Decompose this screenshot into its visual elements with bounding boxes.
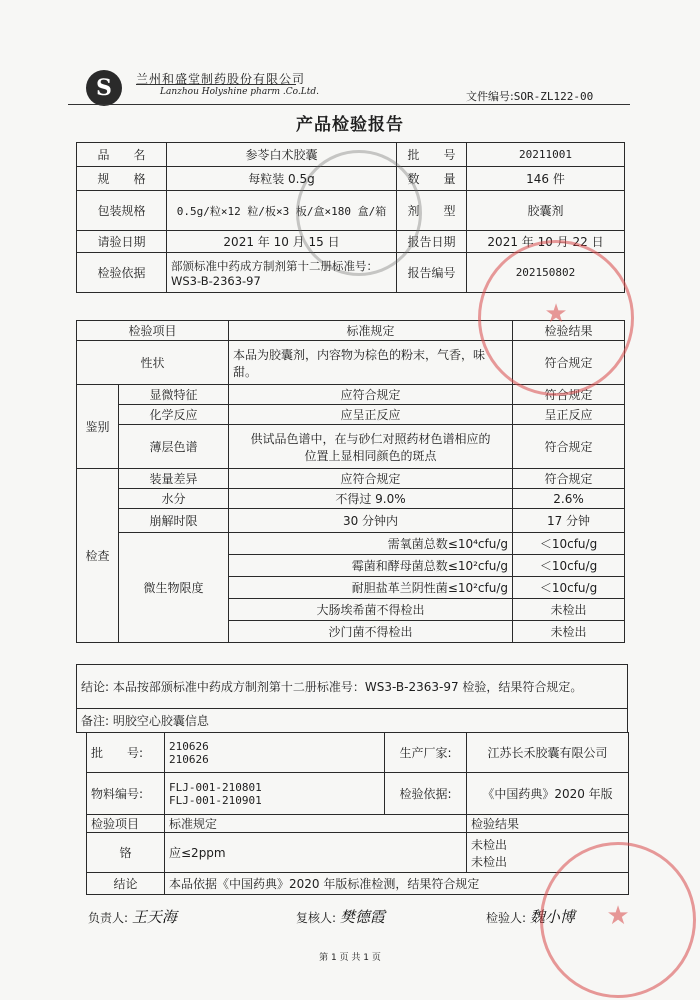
document-number bbox=[466, 88, 593, 104]
table-row-result: ＜10cfu/g bbox=[513, 533, 625, 555]
material-numbers bbox=[165, 773, 385, 815]
table-row-result: 呈正反应 bbox=[513, 405, 625, 425]
table-row-item: 装量差异 bbox=[119, 469, 229, 489]
table-row-item: 薄层色谱 bbox=[119, 425, 229, 469]
capsule-basis-label: 检验依据: bbox=[385, 773, 467, 815]
quantity-label: 数 量 bbox=[397, 167, 467, 191]
table-row-result: 符合规定 bbox=[513, 469, 625, 489]
table-row-standard: 30 分钟内 bbox=[229, 509, 513, 533]
col-header-result: 检验结果 bbox=[513, 321, 625, 341]
table-row-standard: 供试品色谱中，在与砂仁对照药材色谱相应的位置上显相同颜色的斑点 bbox=[229, 425, 513, 469]
document-number-label: 文件编号: bbox=[466, 90, 514, 103]
reviewer-name: 樊德霞 bbox=[339, 908, 385, 926]
spec-value: 每粒装 0.5g bbox=[167, 167, 397, 191]
maker-label: 生产厂家: bbox=[385, 733, 467, 773]
table-row-result: 2.6% bbox=[513, 489, 625, 509]
table-row-standard: 霉菌和酵母菌总数≤10²cfu/g bbox=[229, 555, 513, 577]
inspector-name: 魏小博 bbox=[529, 908, 575, 926]
company-name-cn: 兰州和盛堂制药股份有限公司 bbox=[136, 72, 306, 86]
seal-star-icon: ★ bbox=[606, 901, 630, 931]
request-date: 2021 年 10 月 15 日 bbox=[167, 231, 397, 253]
table-row-item: 崩解时限 bbox=[119, 509, 229, 533]
red-company-seal-stamp bbox=[540, 842, 696, 998]
red-quality-seal-stamp bbox=[478, 240, 634, 396]
report-date-label: 报告日期 bbox=[397, 231, 467, 253]
table-row-standard: 应符合规定 bbox=[229, 385, 513, 405]
quantity-value: 146 件 bbox=[467, 167, 625, 191]
table-row-result: ＜10cfu/g bbox=[513, 555, 625, 577]
capsule-info-table bbox=[86, 732, 629, 895]
appearance-result: 符合规定 bbox=[513, 341, 625, 385]
inspection-group: 检查 bbox=[77, 469, 119, 643]
microbial-limit-item: 微生物限度 bbox=[119, 533, 229, 643]
reviewer-label: 复核人: bbox=[296, 911, 337, 925]
spec-label: 规 格 bbox=[77, 167, 167, 191]
title-rule bbox=[68, 104, 630, 105]
identification-group: 鉴别 bbox=[77, 385, 119, 469]
chromium-item: 铬 bbox=[87, 833, 165, 873]
remark-label: 备注: bbox=[81, 714, 110, 728]
material-number-1: FLJ-001-210801 bbox=[169, 780, 262, 794]
table-row-result: 未检出 bbox=[513, 599, 625, 621]
table-row-standard: 应呈正反应 bbox=[229, 405, 513, 425]
table-row-result: 未检出 bbox=[513, 621, 625, 643]
col-header-item: 检验项目 bbox=[77, 321, 229, 341]
report-date: 2021 年 10 月 22 日 bbox=[467, 231, 625, 253]
dosage-label: 剂 型 bbox=[397, 191, 467, 231]
table-row-item: 化学反应 bbox=[119, 405, 229, 425]
chromium-result-1: 未检出 bbox=[471, 837, 508, 852]
table-row-standard: 应符合规定 bbox=[229, 469, 513, 489]
document-number-value: SOR-ZL122-00 bbox=[513, 90, 594, 103]
header-rule bbox=[136, 84, 296, 85]
grey-seal-stamp bbox=[296, 150, 422, 276]
appearance-standard: 本品为胶囊剂，内容物为棕色的粉末，气香，味甜。 bbox=[229, 341, 513, 385]
appearance-item: 性状 bbox=[77, 341, 229, 385]
table-row-standard: 大肠埃希菌不得检出 bbox=[229, 599, 513, 621]
table-row-result: 符合规定 bbox=[513, 425, 625, 469]
chromium-result-2: 未检出 bbox=[471, 854, 508, 869]
table-row-standard: 耐胆盐革兰阴性菌≤10²cfu/g bbox=[229, 577, 513, 599]
table-row-standard: 不得过 9.0% bbox=[229, 489, 513, 509]
company-name-en: Lanzhou Holyshine pharm .Co.Ltd. bbox=[160, 87, 319, 97]
reviewer-signature bbox=[296, 906, 385, 927]
product-name: 参苓白术胶囊 bbox=[167, 143, 397, 167]
report-no-label: 报告编号 bbox=[397, 253, 467, 293]
table-row-result: 符合规定 bbox=[513, 385, 625, 405]
basis-value: 部颁标准中药成方制剂第十二册标准号：WS3-B-2363-97 bbox=[167, 253, 397, 293]
table-row-result: 17 分钟 bbox=[513, 509, 625, 533]
batch-label: 批 号 bbox=[397, 143, 467, 167]
capsule-conclusion: 本品依据《中国药典》2020 年版标准检测，结果符合规定 bbox=[165, 873, 629, 895]
capsule-batch-1: 210626 bbox=[169, 739, 209, 753]
product-name-label: 品 名 bbox=[77, 143, 167, 167]
responsible-label: 负责人: bbox=[88, 911, 129, 925]
material-number-2: FLJ-001-210901 bbox=[169, 793, 262, 807]
capsule-batch-label: 批 号: bbox=[87, 733, 165, 773]
chromium-standard: 应≤2ppm bbox=[165, 833, 467, 873]
capsule-col-result: 检验结果 bbox=[467, 815, 629, 833]
responsible-name: 王天海 bbox=[131, 908, 177, 926]
table-row-item: 水分 bbox=[119, 489, 229, 509]
seal-star-icon: ★ bbox=[544, 299, 568, 329]
conclusion-text: 本品按部颁标准中药成方制剂第十二册标准号：WS3-B-2363-97 检验，结果符合规定。 bbox=[112, 680, 583, 694]
inspector-label: 检验人: bbox=[486, 911, 527, 925]
packing-label: 包装规格 bbox=[77, 191, 167, 231]
conclusion-label: 结论: bbox=[81, 680, 110, 694]
conclusion-table bbox=[76, 664, 628, 733]
batch-number: 20211001 bbox=[467, 143, 625, 167]
conclusion-cell bbox=[77, 665, 628, 709]
page-footer: 第 1 页 共 1 页 bbox=[319, 953, 381, 963]
col-header-standard: 标准规定 bbox=[229, 321, 513, 341]
remark-cell bbox=[77, 709, 628, 733]
table-row-item: 显微特征 bbox=[119, 385, 229, 405]
basis-label: 检验依据 bbox=[77, 253, 167, 293]
table-row-standard: 需氧菌总数≤10⁴cfu/g bbox=[229, 533, 513, 555]
report-number: 202150802 bbox=[467, 253, 625, 293]
request-date-label: 请验日期 bbox=[77, 231, 167, 253]
table-row-standard: 沙门菌不得检出 bbox=[229, 621, 513, 643]
capsule-basis: 《中国药典》2020 年版 bbox=[467, 773, 629, 815]
maker-value: 江苏长禾胶囊有限公司 bbox=[467, 733, 629, 773]
company-logo: S bbox=[86, 70, 122, 106]
capsule-conclusion-label: 结论 bbox=[87, 873, 165, 895]
report-title: 产品检验报告 bbox=[296, 115, 404, 135]
packing-value: 0.5g/粒×12 粒/板×3 板/盒×180 盒/箱 bbox=[167, 191, 397, 231]
table-row-result: ＜10cfu/g bbox=[513, 577, 625, 599]
capsule-batch-2: 210626 bbox=[169, 752, 209, 766]
capsule-batch bbox=[165, 733, 385, 773]
responsible-signature bbox=[88, 906, 177, 927]
remark-text: 明胶空心胶囊信息 bbox=[112, 714, 209, 728]
capsule-col-standard: 标准规定 bbox=[165, 815, 467, 833]
dosage-value: 胶囊剂 bbox=[467, 191, 625, 231]
material-label: 物料编号: bbox=[87, 773, 165, 815]
capsule-col-item: 检验项目 bbox=[87, 815, 165, 833]
